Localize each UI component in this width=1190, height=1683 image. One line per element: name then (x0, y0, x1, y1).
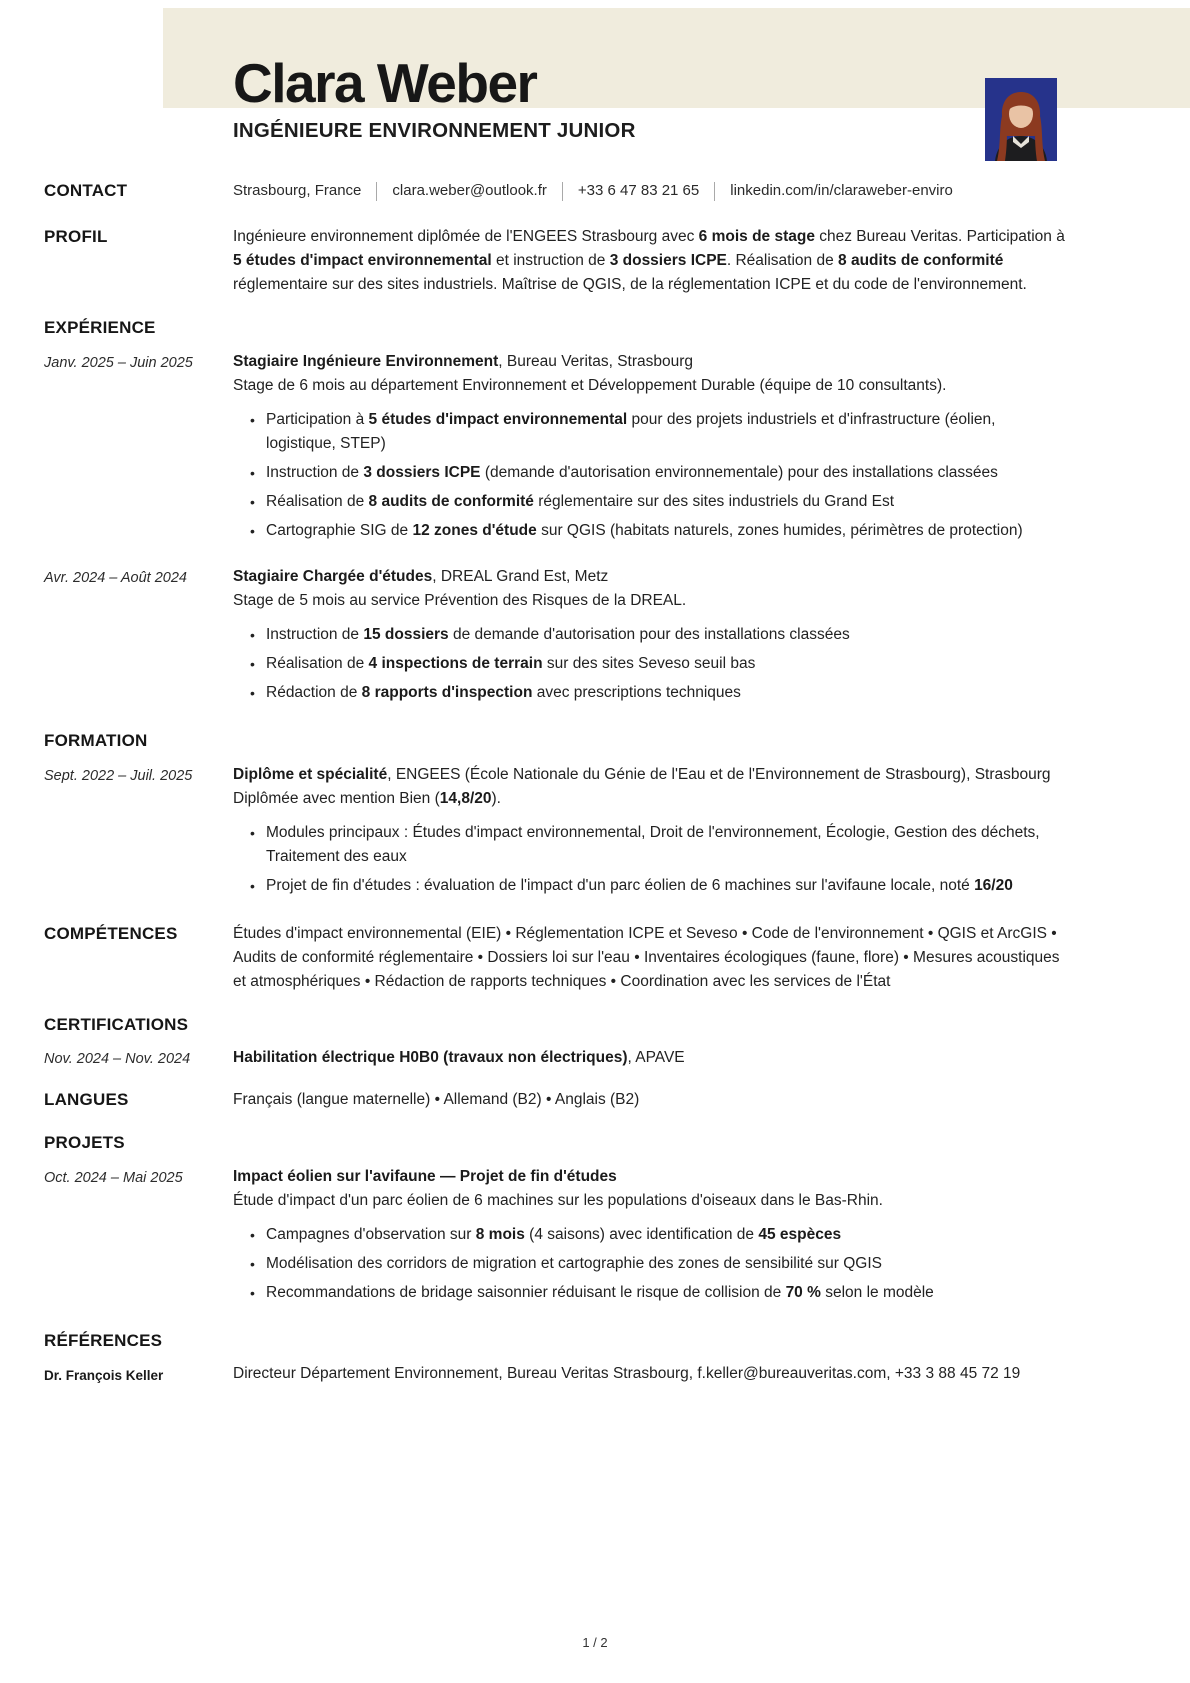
section-competences (44, 922, 1068, 994)
bullet-item: • Recommandations de bridage saisonnier réduisant le risque de collision de 70 % selon le modèle (249, 1281, 1068, 1305)
contact-separator (714, 182, 715, 201)
contact-phone: +33 6 47 83 21 65 (577, 182, 700, 199)
projets-label: PROJETS (44, 1133, 125, 1152)
experience-entry-subtitle: Stage de 6 mois au département Environnement et Développement Durable (équipe de 10 consultants). (233, 377, 947, 394)
bullet-item: • Réalisation de 8 audits de conformité réglementaire sur des sites industriels du Grand Est (249, 490, 1068, 514)
section-projets (44, 1131, 1068, 1310)
bullet-item: • Instruction de 3 dossiers ICPE (demande d'autorisation environnementale) pour des installations classées (249, 461, 1068, 485)
section-profil (44, 225, 1068, 297)
bullet-item: • Cartographie SIG de 12 zones d'étude sur QGIS (habitats naturels, zones humides, périmètres de protection) (249, 519, 1068, 543)
bullet-item: • Instruction de 15 dossiers de demande d'autorisation pour des installations classées (249, 623, 1068, 647)
experience-entry-title: Stagiaire Ingénieure Environnement, Bureau Veritas, Strasbourg (233, 353, 694, 370)
profile-photo (985, 78, 1057, 161)
formation-entry-body (233, 763, 1068, 903)
page-indicator: 1 / 2 (582, 1635, 608, 1650)
person-job-title: INGÉNIEURE ENVIRONNEMENT JUNIOR (233, 119, 636, 142)
certification-title: Habilitation électrique H0B0 (travaux non électriques), APAVE (233, 1049, 685, 1066)
references-label: RÉFÉRENCES (44, 1331, 163, 1350)
experience-entry-body (233, 565, 1068, 710)
competences-text: Études d'impact environnemental (EIE) • Réglementation ICPE et Seveso • Code de l'environnement • QGIS et ArcGIS • Audits de conformité réglementaire • Dossiers loi sur l'eau • Inventaires écologiques (faune, flore) • Mesures acoustiques et atmosphériques • Rédaction de rapports techniques • Coordination avec les services de l'État (233, 925, 1060, 990)
formation-label: FORMATION (44, 731, 148, 750)
bullet-item: • Projet de fin d'études : évaluation de l'impact d'un parc éolien de 6 machines sur l'avifaune locale, noté 16/20 (249, 874, 1068, 898)
experience-entry-date: Janv. 2025 – Juin 2025 (44, 355, 193, 371)
profil-label: PROFIL (44, 227, 108, 246)
profile-photo-illustration (985, 78, 1057, 161)
experience-entry-body (233, 350, 1068, 548)
person-name: Clara Weber (233, 52, 537, 114)
resume-body (0, 179, 1190, 1387)
contact-line (233, 179, 1068, 203)
certifications-label: CERTIFICATIONS (44, 1015, 189, 1034)
section-certifications (44, 1013, 1068, 1070)
experience-header-row (44, 316, 1068, 339)
certification-date: Nov. 2024 – Nov. 2024 (44, 1051, 191, 1067)
projet-date: Oct. 2024 – Mai 2025 (44, 1170, 183, 1186)
experience-entry-title: Stagiaire Chargée d'études, DREAL Grand Est, Metz (233, 568, 609, 585)
formation-header-row (44, 729, 1068, 752)
competences-label: COMPÉTENCES (44, 924, 178, 943)
certifications-header-row (44, 1013, 1068, 1036)
experience-entry-bullets (249, 623, 1068, 705)
experience-entry-bullets (249, 408, 1068, 543)
contact-label: CONTACT (44, 181, 128, 200)
profil-text: Ingénieure environnement diplômée de l'ENGEES Strasbourg avec 6 mois de stage chez Bureau Veritas. Participation à 5 études d'impact environnemental et instruction de 3 dossiers ICPE. Réalisation de 8 audits de conformité réglementaire sur des sites industriels. Maîtrise de QGIS, de la réglementation ICPE et du code de l'environnement. (233, 228, 1065, 293)
formation-entry-title: Diplôme et spécialité, ENGEES (École Nationale du Génie de l'Eau et de l'Environnement de Strasbourg), Strasbourg (233, 766, 1051, 783)
reference-text: Directeur Département Environnement, Bureau Veritas Strasbourg, f.keller@bureauveritas.com, +33 3 88 45 72 19 (233, 1365, 1021, 1382)
section-experience (44, 316, 1068, 710)
projet-body (233, 1165, 1068, 1310)
section-formation (44, 729, 1068, 903)
contact-separator (562, 182, 563, 201)
formation-entry-bullets (249, 821, 1068, 898)
bullet-item: • Modules principaux : Études d'impact environnemental, Droit de l'environnement, Écologie, Gestion des déchets, Traitement des eaux (249, 821, 1068, 869)
langues-label: LANGUES (44, 1090, 129, 1109)
contact-linkedin: linkedin.com/in/claraweber-enviro (730, 182, 953, 199)
projet-entry (44, 1165, 1068, 1310)
bullet-item: • Rédaction de 8 rapports d'inspection avec prescriptions techniques (249, 681, 1068, 705)
experience-entry (44, 350, 1068, 548)
langues-text: Français (langue maternelle) • Allemand (B2) • Anglais (B2) (233, 1091, 640, 1108)
projet-bullets (249, 1223, 1068, 1305)
contact-separator (376, 182, 377, 201)
bullet-item: • Réalisation de 4 inspections de terrain sur des sites Seveso seuil bas (249, 652, 1068, 676)
contact-email: clara.weber@outlook.fr (392, 182, 547, 199)
experience-entry-subtitle: Stage de 5 mois au service Prévention des Risques de la DREAL. (233, 592, 687, 609)
section-contact (44, 179, 1068, 203)
experience-entry (44, 565, 1068, 710)
reference-entry (44, 1362, 1068, 1387)
projets-header-row (44, 1131, 1068, 1154)
formation-entry-date: Sept. 2022 – Juil. 2025 (44, 768, 193, 784)
contact-location: Strasbourg, France (233, 182, 362, 199)
formation-entry-subtitle: Diplômée avec mention Bien (14,8/20). (233, 790, 501, 807)
reference-name: Dr. François Keller (44, 1368, 164, 1383)
projet-subtitle: Étude d'impact d'un parc éolien de 6 machines sur les populations d'oiseaux dans le Bas-Rhin. (233, 1192, 883, 1209)
section-langues (44, 1088, 1068, 1112)
projet-title: Impact éolien sur l'avifaune — Projet de fin d'études (233, 1168, 617, 1185)
bullet-item: • Modélisation des corridors de migration et cartographie des zones de sensibilité sur QGIS (249, 1252, 1068, 1276)
certification-entry (44, 1046, 1068, 1070)
references-header-row (44, 1329, 1068, 1352)
experience-label: EXPÉRIENCE (44, 318, 156, 337)
formation-entry (44, 763, 1068, 903)
bullet-item: • Campagnes d'observation sur 8 mois (4 saisons) avec identification de 45 espèces (249, 1223, 1068, 1247)
experience-entry-date: Avr. 2024 – Août 2024 (44, 570, 187, 586)
resume-header (0, 0, 1190, 162)
bullet-item: • Participation à 5 études d'impact environnemental pour des projets industriels et d'infrastructure (éolien, logistique, STEP) (249, 408, 1068, 456)
section-references (44, 1329, 1068, 1387)
